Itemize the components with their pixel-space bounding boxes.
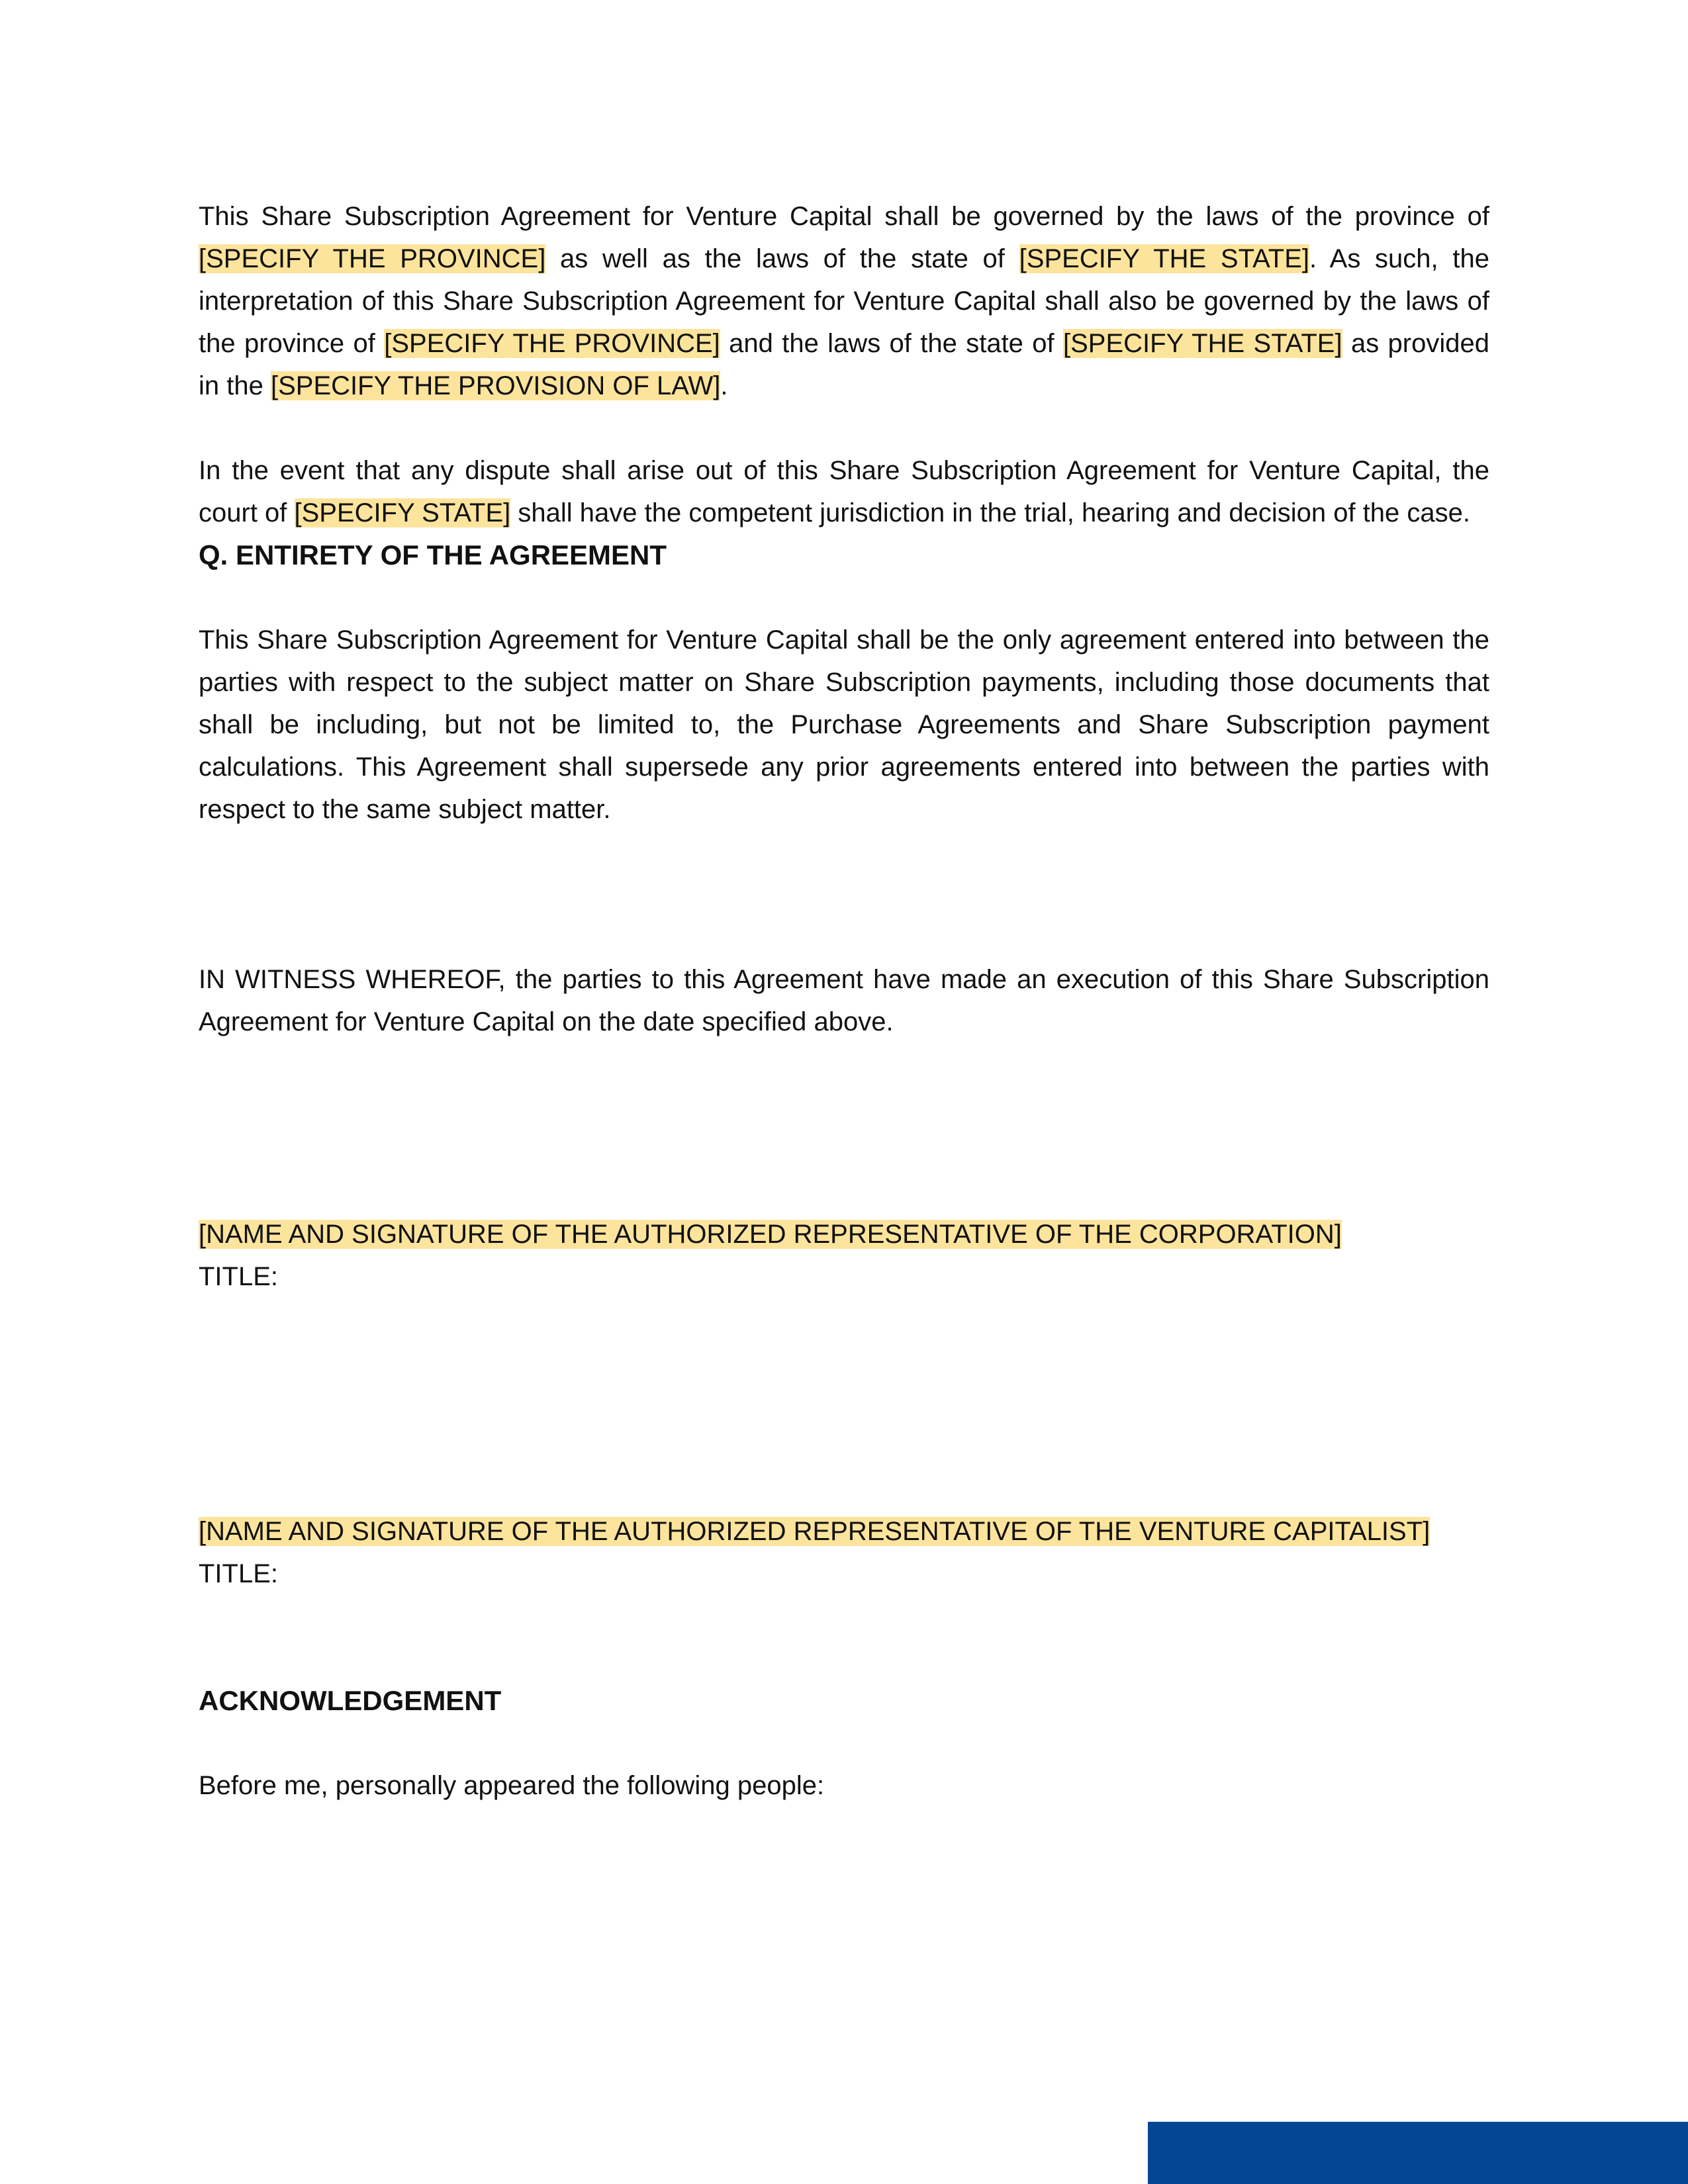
placeholder-province-2: [SPECIFY THE PROVINCE] bbox=[384, 329, 720, 358]
dispute-paragraph bbox=[199, 449, 1489, 534]
spacer bbox=[199, 1298, 1489, 1510]
spacer bbox=[199, 1043, 1489, 1213]
governing-law-text-4: and the laws of the state of bbox=[720, 329, 1063, 358]
dispute-text-1: In the event that any dispute shall arise out of this Share Subscription Agreement for Venture Capital, the court of bbox=[199, 456, 1489, 527]
governing-law-paragraph bbox=[199, 195, 1489, 407]
governing-law-text-6: . bbox=[720, 371, 728, 400]
governing-law-text-1: This Share Subscription Agreement for Venture Capital shall be governed by the laws of the province of bbox=[199, 202, 1489, 231]
spacer bbox=[199, 576, 1489, 619]
placeholder-state-1: [SPECIFY THE STATE] bbox=[1019, 244, 1310, 273]
entirety-paragraph: This Share Subscription Agreement for Venture Capital shall be the only agreement entered into between the parties with respect to the subject matter on Share Subscription payments, including those documents that shall be including, but not be limited to, the Purchase Agreements and Share Subscription payment calculations. This Agreement shall supersede any prior agreements entered into between the parties with respect to the same subject matter. bbox=[199, 625, 1489, 824]
placeholder-state-2: [SPECIFY THE STATE] bbox=[1063, 329, 1342, 358]
spacer bbox=[199, 407, 1489, 449]
placeholder-state-court: [SPECIFY STATE] bbox=[294, 498, 511, 527]
governing-law-text-5: as provided in the bbox=[199, 329, 1489, 400]
placeholder-province-1: [SPECIFY THE PROVINCE] bbox=[199, 244, 546, 273]
section-heading-acknowledgement: ACKNOWLEDGEMENT bbox=[199, 1685, 502, 1716]
footer-accent-bar bbox=[1148, 2122, 1688, 2184]
signature-name-corporation: [NAME AND SIGNATURE OF THE AUTHORIZED REPRESENTATIVE OF THE CORPORATION] bbox=[199, 1220, 1342, 1249]
signature-block-venture-capitalist bbox=[199, 1510, 1489, 1595]
spacer bbox=[199, 1722, 1489, 1764]
governing-law-text-3: . As such, the interpretation of this Share Subscription Agreement for Venture Capital shall also be governed by the laws of the province of bbox=[199, 244, 1489, 358]
document-page bbox=[199, 195, 1489, 1807]
spacer bbox=[199, 831, 1489, 958]
witness-paragraph: IN WITNESS WHEREOF, the parties to this Agreement have made an execution of this Share Subscription Agreement for Venture Capital on the date specified above. bbox=[199, 965, 1489, 1036]
placeholder-provision-of-law: [SPECIFY THE PROVISION OF LAW] bbox=[270, 371, 721, 400]
signature-name-venture-capitalist: [NAME AND SIGNATURE OF THE AUTHORIZED REPRESENTATIVE OF THE VENTURE CAPITALIST] bbox=[199, 1517, 1430, 1546]
governing-law-text-2: as well as the laws of the state of bbox=[545, 244, 1019, 273]
acknowledgement-paragraph: Before me, personally appeared the following people: bbox=[199, 1771, 825, 1800]
signature-block-corporation bbox=[199, 1213, 1489, 1298]
spacer bbox=[199, 1595, 1489, 1680]
dispute-text-2: shall have the competent jurisdiction in the trial, hearing and decision of the case. bbox=[510, 498, 1471, 527]
signature-title-venture-capitalist: TITLE: bbox=[199, 1559, 279, 1588]
section-heading-entirety: Q. ENTIRETY OF THE AGREEMENT bbox=[199, 539, 667, 570]
signature-title-corporation: TITLE: bbox=[199, 1262, 279, 1291]
